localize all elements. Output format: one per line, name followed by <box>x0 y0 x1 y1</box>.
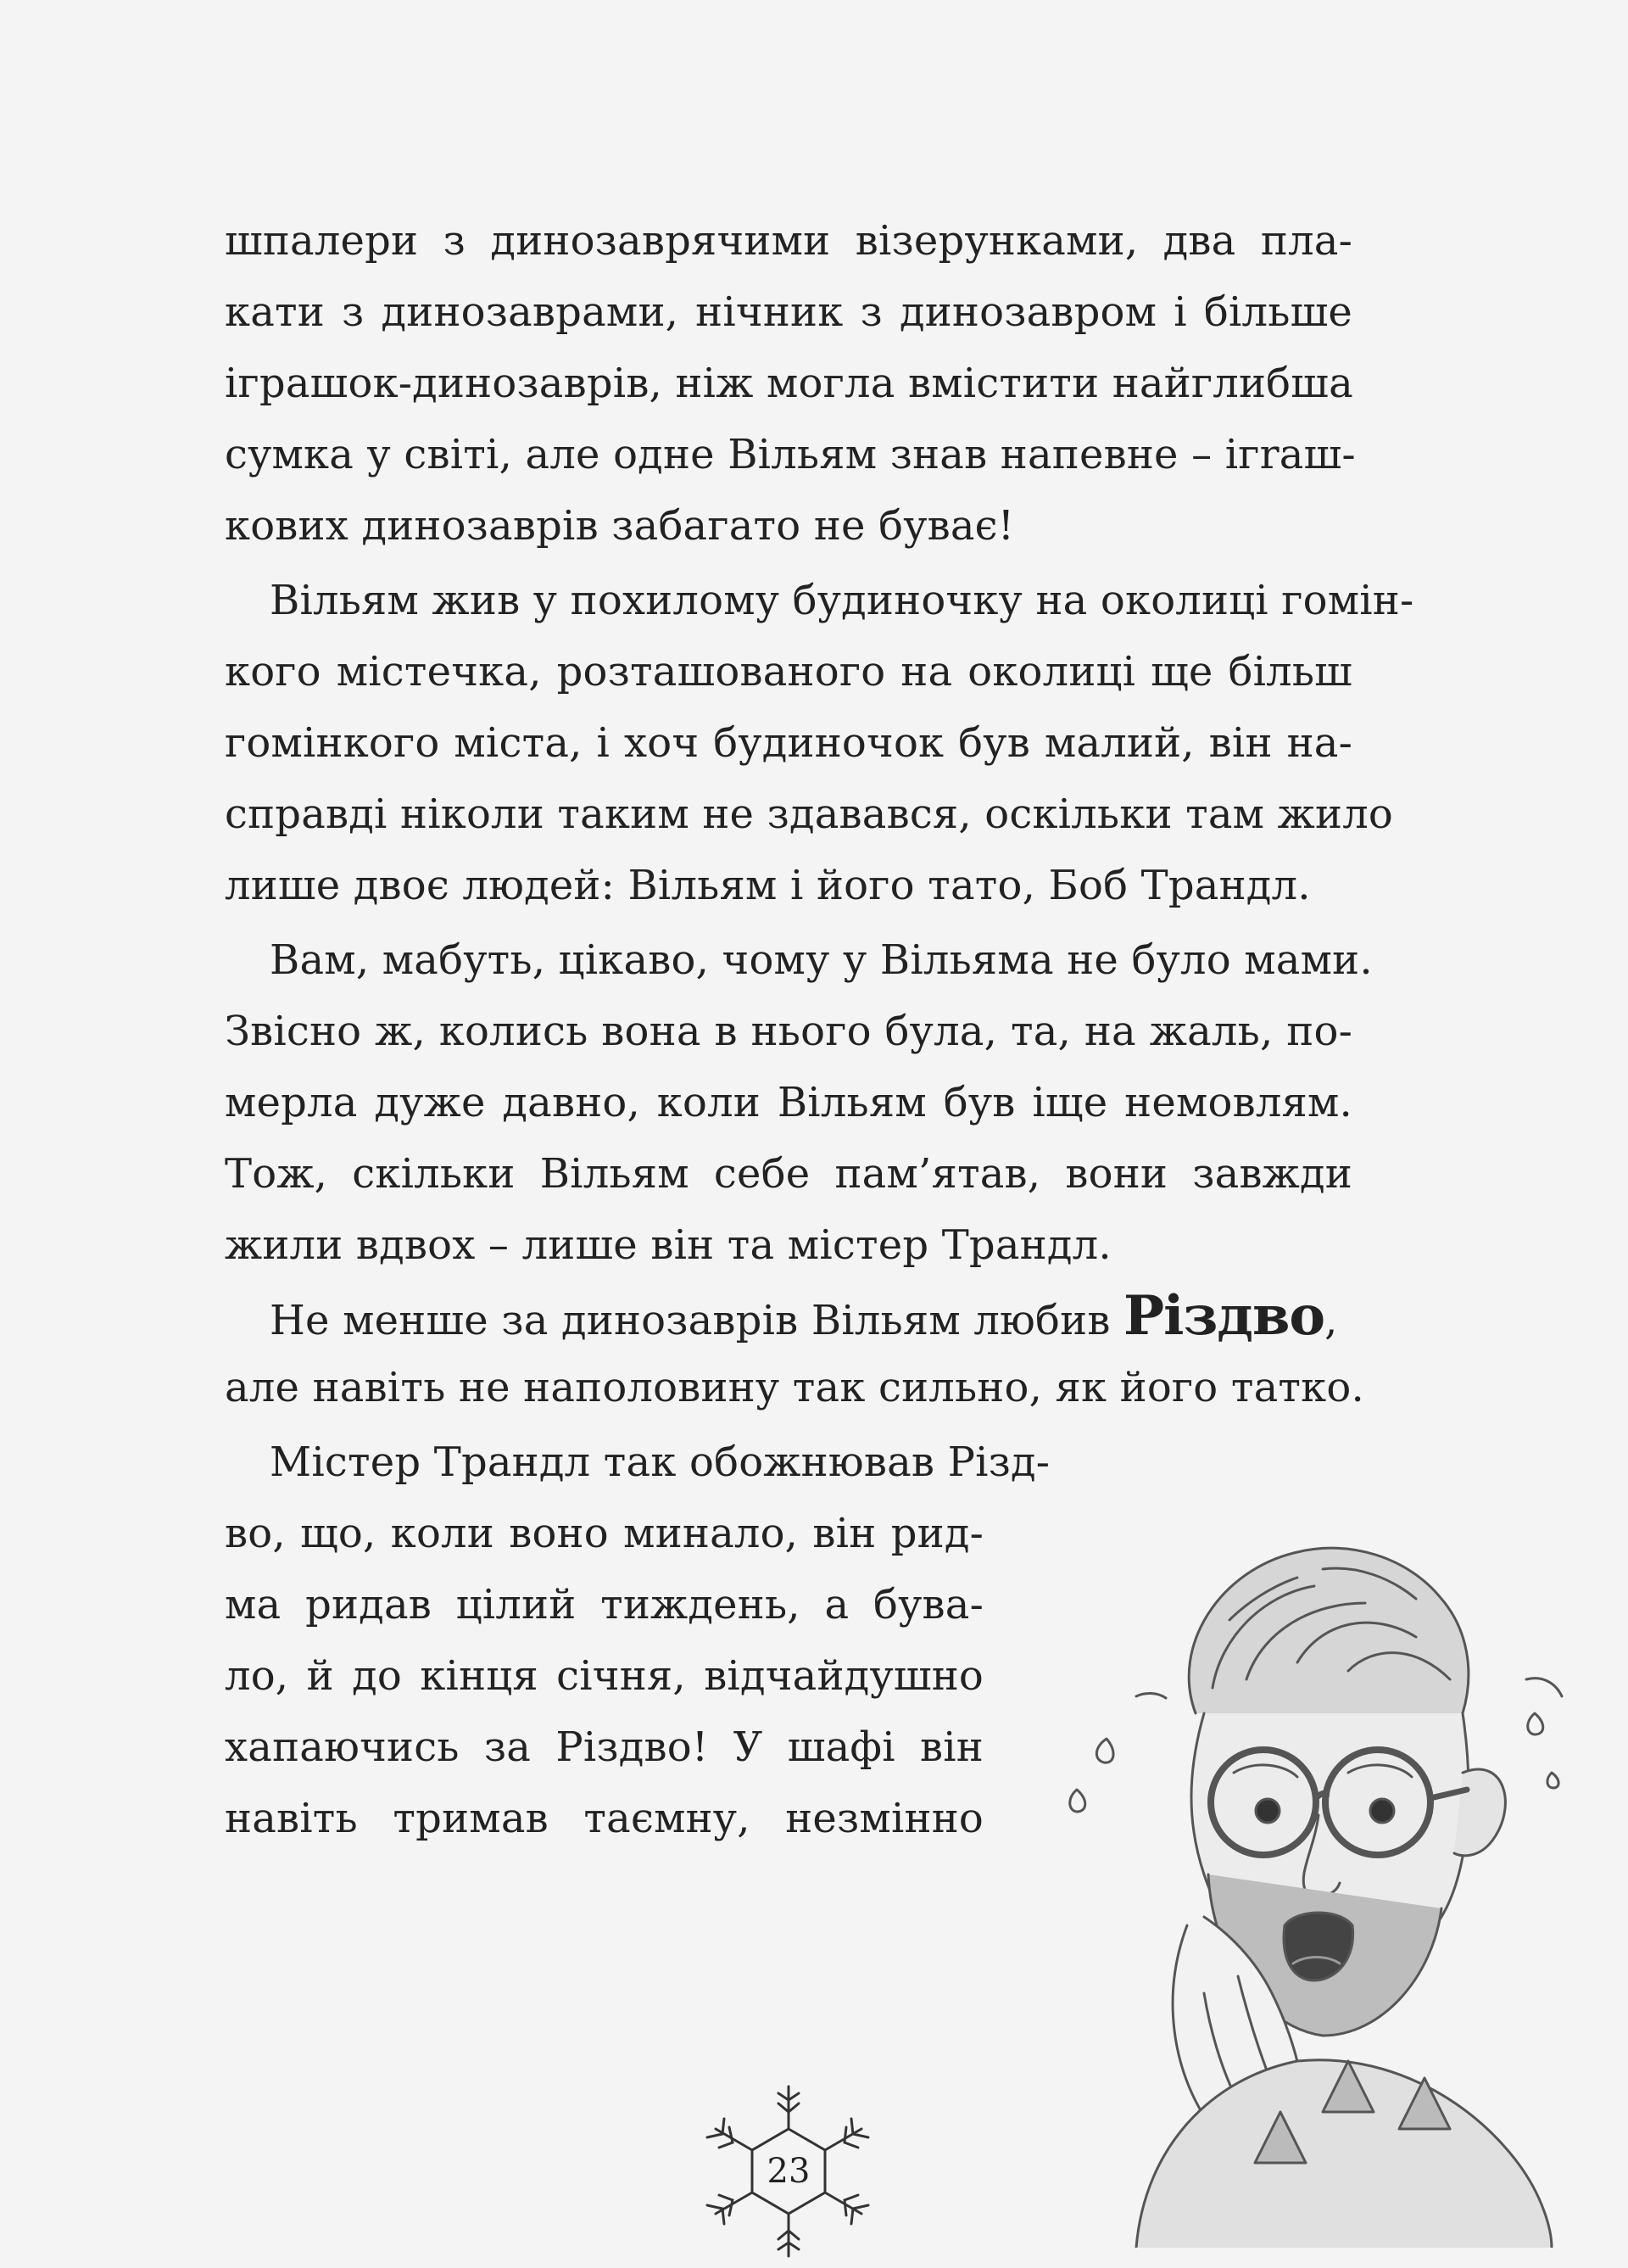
text-line: сумка у світі, але одне Вільям знав напевне – ігraш- <box>225 431 1356 478</box>
text-line: Звісно ж, колись вона в нього була, та, на жаль, по- <box>225 1008 1352 1055</box>
text-line: гомінкого міста, і хоч будиночок був малий, він на- <box>225 719 1352 767</box>
text-line: во, що, коли воно минало, він рид- <box>225 1510 984 1557</box>
comma: , <box>1324 1297 1338 1344</box>
text-line: шпалери з динозаврячими візерунками, два пла- <box>225 217 1352 265</box>
text-line: жили вдвох – лише він та містер Трандл. <box>225 1221 1112 1269</box>
text-line: навіть тримав таємну, незмінно <box>225 1795 984 1842</box>
text-line: мерла дуже давно, коли Вільям був іще немовлям. <box>225 1079 1352 1126</box>
text-line <box>270 1284 1352 1348</box>
crying-man-illustration <box>1043 1518 1586 2248</box>
text-line: іграшок-динозаврів, ніж могла вмістити найглибша <box>225 360 1353 407</box>
page-number: 23 <box>767 2152 811 2191</box>
text-line: ма ридав цілий тиждень, а бува- <box>225 1581 984 1628</box>
text-line: хапаючись за Різдво! У шафі він <box>225 1723 984 1771</box>
text-line: ло, й до кінця січня, відчайдушно <box>225 1652 984 1700</box>
text-line: але навіть не наполовину так сильно, як його татко. <box>225 1364 1364 1411</box>
text-line: кого містечка, розташованого на околиці ще більш <box>225 648 1352 695</box>
text-line: справді ніколи таким не здавався, оскільки там жило <box>225 790 1394 838</box>
text-line: кати з динозаврами, нічник з динозавром і більше <box>225 288 1352 336</box>
text-line: Містер Трандл так обожнював Різд- <box>270 1438 1051 1486</box>
text-line: Вільям жив у похилому будиночку на околиці гомін- <box>270 577 1414 624</box>
rizdvo-decorated-word: Різдво <box>1123 1284 1325 1348</box>
text-line: Тож, скільки Вільям себе пам’ятав, вони завжди <box>225 1150 1352 1198</box>
text-line: Вам, мабуть, цікаво, чому у Вільяма не було мами. <box>270 936 1373 984</box>
text-line: кових динозаврів забагато не буває! <box>225 502 1015 550</box>
text-span: Не менше за динозаврів Вільям любив <box>270 1297 1111 1344</box>
text-line: лише двоє людей: Вільям і його тато, Боб Трандл. <box>225 862 1311 909</box>
page-number-ornament <box>695 2078 882 2265</box>
